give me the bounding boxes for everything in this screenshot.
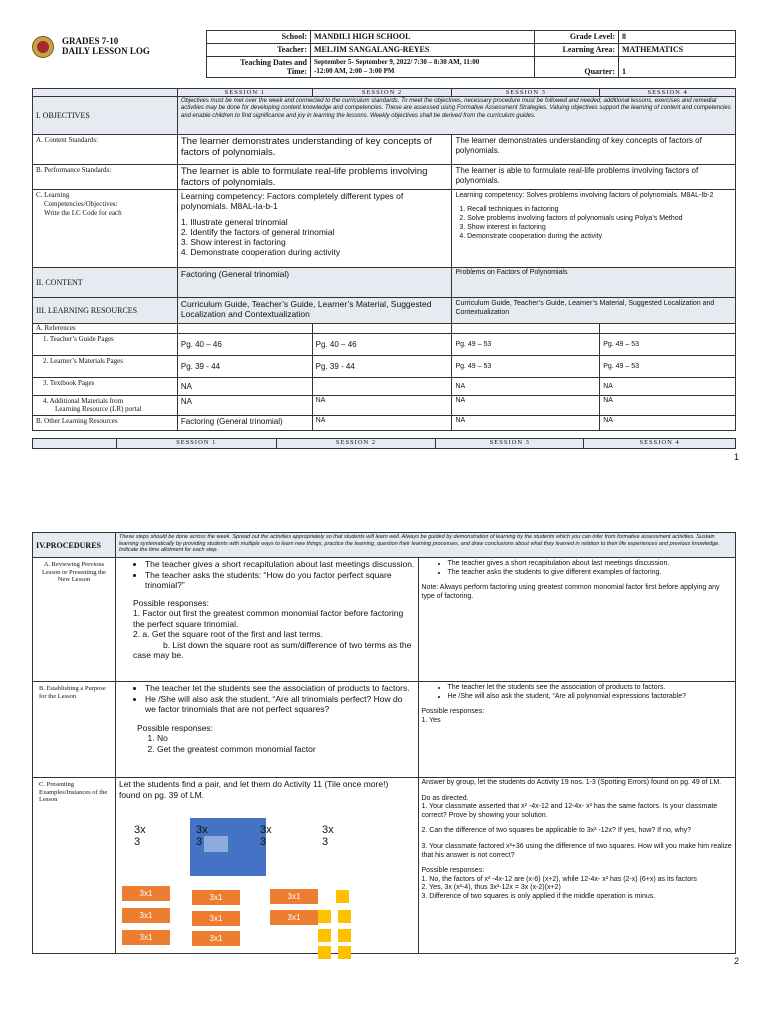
content-standards-label: A. Content Standards: <box>33 135 178 165</box>
tb-s1: NA <box>177 378 312 396</box>
procedures-label: IV.PROCEDURES <box>33 533 116 558</box>
list-item: • He /She will also ask the student, “Are all trinomials perfect? How do we factor trinomials that are not perfect squares? <box>145 694 415 715</box>
unit-tile <box>338 929 351 942</box>
content-label: II. CONTENT <box>33 268 178 298</box>
page-number-1: 1 <box>734 452 740 462</box>
unit-tile <box>338 910 351 923</box>
list-item: 2. Identify the factors of general trinomial <box>180 227 335 237</box>
list-item: • The teacher gives a short recapitulation about last meetings discussion. <box>145 559 415 570</box>
other-s2: NA <box>312 416 452 431</box>
lr-s3: NA <box>452 396 600 416</box>
learning-area-label: Learning Area: <box>535 44 619 57</box>
objectives-label: I. OBJECTIVES <box>33 97 178 135</box>
daily-lesson-log-title: DAILY LESSON LOG <box>62 46 150 56</box>
lesson-plan-table <box>32 88 736 431</box>
performance-standards-s34: The learner is able to formulate real-life problems involving factors of polynomials. <box>452 165 736 190</box>
lm-s1: Pg. 39 - 44 <box>177 356 312 378</box>
procedure-a-label: A. Reviewing Previous Lesson or Presenting the New Lesson <box>33 558 116 682</box>
tb-s3: NA <box>452 378 600 396</box>
list-item: 4. Demonstrate cooperation during the activity <box>455 233 603 240</box>
list-item: • The teacher let the students see the association of products to factors. <box>448 683 733 692</box>
activity-instruction: Let the students find a pair, and let them do Activity 11 (Tile once more!) found on pg. 39 of LM. <box>118 779 389 800</box>
teacher-label: Teacher: <box>207 44 311 57</box>
other-s1: Factoring (General trinomial) <box>177 416 312 431</box>
quarter-value: 1 <box>619 57 736 78</box>
rect-tile: 3x1 <box>122 930 170 945</box>
content-standards-s34: The learner demonstrates understanding of key concepts of factors of polynomials. <box>452 135 736 165</box>
content-standards-s12: The learner demonstrates understanding of key concepts of factors of polynomials. <box>177 135 452 165</box>
competency-s34-title: Learning competency: Solves problems involving factors of polynomials. M8AL-Ib-2 <box>455 192 714 199</box>
list-item: 2. Get the greatest common monomial factor <box>157 744 415 755</box>
tile-label: 3x 3 <box>195 824 208 848</box>
tg-s3: Pg. 49 – 53 <box>452 334 600 356</box>
tb-s4: NA <box>600 378 736 396</box>
algebra-tiles <box>116 818 416 952</box>
tg-s1: Pg. 40 – 46 <box>177 334 312 356</box>
learners-materials-label: 2. Learner’s Materials Pages <box>33 356 178 378</box>
list-item: 1. Recall techniques in factoring <box>455 206 559 213</box>
unit-tile <box>318 946 331 959</box>
list-item: • The teacher asks the students to give different examples of factoring. <box>448 568 733 577</box>
lr-portal-label: 4. Additional Materials from Learning Resource (LR) portal <box>33 396 178 416</box>
tg-s4: Pg. 49 – 53 <box>600 334 736 356</box>
quarter-label: Quarter: <box>535 57 619 78</box>
large-square-tile <box>190 818 266 876</box>
list-item: 1. No <box>157 733 415 744</box>
procedure-b-sessions-3-4: • The teacher let the students see the association of products to factors. • He /She will also ask the student, “Are all polynomial expressions factorable? Possible responses: 1. Yes <box>418 682 736 778</box>
other-s4: NA <box>600 416 736 431</box>
procedures-intro: These steps should be done across the week. Spread out the activities appropriately so that students will learn well. Always be guided by demonstration of learning by the students which you can infer from formative assessment activities. Sustain learning systematically by providing students with multiple ways to learn new things, practice the learning, question their learning processes, and draw conclusions about what they learned in relation to their life experiences and previous knowledge. Indicate the time allotment for each step. <box>115 533 735 558</box>
rect-tile: 3x1 <box>192 911 240 926</box>
page-number-2: 2 <box>734 956 740 966</box>
list-item: • The teacher asks the students: “How do you factor perfect square trinomial?” <box>145 570 415 591</box>
list-item: 2. Solve problems involving factors of polynomials using Polya’s Method <box>455 215 683 222</box>
procedure-c-sessions-1-2 <box>115 778 418 954</box>
competency-s12-title: Learning competency: Factors completely different types of polynomials. M8AL-Ia-b-1 <box>180 191 404 211</box>
list-item: • He /She will also ask the student, “Are all polynomial expressions factorable? <box>448 692 733 701</box>
tile-label: 3x 3 <box>321 824 334 848</box>
grade-level-label: Grade Level: <box>535 31 619 44</box>
rect-tile: 3x1 <box>192 931 240 946</box>
other-s3: NA <box>452 416 600 431</box>
competencies-s12 <box>177 190 452 268</box>
tile-label: 3x 3 <box>133 824 146 848</box>
resources-label: III. LEARNING RESOURCES <box>33 298 178 324</box>
session-1-header: SESSION 1 <box>177 89 312 97</box>
performance-standards-s12: The learner is able to formulate real-life problems involving factors of polynomials. <box>177 165 452 190</box>
session-footer-row: SESSION 1 SESSION 2 SESSION 3 SESSION 4 <box>32 438 736 449</box>
list-item: 3. Show interest in factoring <box>180 237 286 247</box>
session-2-header: SESSION 2 <box>312 89 452 97</box>
dates-value: September 5- September 9, 2022/ 7:30 – 8:30 AM, 11:00 -12:00 AM, 2:00 – 3:00 PM <box>311 57 535 78</box>
rect-tile: 3x1 <box>270 910 318 925</box>
competencies-s34 <box>452 190 736 268</box>
objectives-intro: Objectives must be met over the week and connected to the curriculum standards. To meet the objectives, necessary procedure must be followed and needed, additional lessons, exercises and remedial activities may be done for developing content knowledge and competencies. These are assessed using Formative Assessment Strategies. Valuing objectives support the learning of content and competencies and enable children to find significance and joy in learning the lessons. Weekly objectives shall be derived from the curriculum guides. <box>177 97 735 135</box>
dates-label: Teaching Dates and Time: <box>207 57 311 78</box>
references-label: A. References <box>33 324 178 334</box>
deped-seal <box>32 36 54 58</box>
tg-s2: Pg. 40 – 46 <box>312 334 452 356</box>
procedures-table <box>32 532 736 954</box>
tile-label: 3x 3 <box>259 824 272 848</box>
procedure-b-label: B. Establishing a Purpose for the Lesson <box>33 682 116 778</box>
learning-area-value: MATHEMATICS <box>619 44 736 57</box>
procedure-a-sessions-1-2: • The teacher gives a short recapitulation about last meetings discussion. • The teacher asks the students: “How do you factor perfect square trinomial?” Possible responses: 1. Factor out first the greatest common monomial factor before factoring the perfect square trinomial. 2. a. Get the square root of the first and last terms. b. List down the square root as sum/difference of two terms as the case may be. <box>115 558 418 682</box>
school-label: School: <box>207 31 311 44</box>
lr-s1: NA <box>177 396 312 416</box>
unit-tile <box>318 910 331 923</box>
resources-s12: Curriculum Guide, Teacher’s Guide, Learner’s Material, Suggested Localization and Contextualization <box>177 298 452 324</box>
resources-s34: Curriculum Guide, Teacher’s Guide, Learner’s Material, Suggested Localization and Contextualization <box>452 298 736 324</box>
list-item: • The teacher gives a short recapitulation about last meetings discussion. <box>448 559 733 568</box>
school-value: MANDILI HIGH SCHOOL <box>311 31 535 44</box>
rect-tile: 3x1 <box>122 908 170 923</box>
teachers-guide-label: 1. Teacher’s Guide Pages <box>33 334 178 356</box>
rect-tile: 3x1 <box>192 890 240 905</box>
lm-s2: Pg. 39 - 44 <box>312 356 452 378</box>
textbook-label: 3. Textbook Pages <box>33 378 178 396</box>
procedure-c-label: C. Presenting Examples/Instances of the Lesson <box>33 778 116 954</box>
lm-s4: Pg. 49 – 53 <box>600 356 736 378</box>
log-heading <box>62 36 150 56</box>
lr-s2: NA <box>312 396 452 416</box>
procedure-a-sessions-3-4: • The teacher gives a short recapitulation about last meetings discussion. • The teacher asks the students to give different examples of factoring. Note: Always perform factoring using greatest common monomial factor first before applying any type of factoring. <box>418 558 736 682</box>
session-header-row <box>33 89 736 97</box>
content-s34: Problems on Factors of Polynomials <box>452 268 736 298</box>
list-item: 3. Show interest in factoring <box>455 224 546 231</box>
grade-level-value: 8 <box>619 31 736 44</box>
rect-tile: 3x1 <box>270 889 318 904</box>
procedure-b-sessions-1-2: • The teacher let the students see the association of products to factors. • He /She will also ask the student, “Are all trinomials perfect? How do we factor trinomials that are not perfect squares? Possible responses: 1. No 2. Get the greatest common monomial factor <box>115 682 418 778</box>
content-s12: Factoring (General trinomial) <box>177 268 452 298</box>
grades-title: GRADES 7-10 <box>62 36 119 46</box>
lm-s3: Pg. 49 – 53 <box>452 356 600 378</box>
competencies-label: C. Learning Competencies/Objectives: Write the LC Code for each <box>33 190 178 268</box>
other-resources-label: B. Other Learning Resources <box>33 416 178 431</box>
lr-s4: NA <box>600 396 736 416</box>
unit-tile <box>318 929 331 942</box>
rect-tile: 3x1 <box>122 886 170 901</box>
performance-standards-label: B. Performance Standards: <box>33 165 178 190</box>
list-item: 1. Illustrate general trinomial <box>180 217 288 227</box>
list-item: 4. Demonstrate cooperation during activity <box>180 247 341 257</box>
procedure-c-sessions-3-4: Answer by group, let the students do Activity 19 nos. 1-3 (Spotting Errors) found on pg. 49 of LM. Do as directed. 1. Your classmate asserted that x² -4x-12 and 12-4x- x² has the same factors. Is your classmate correct? Prove by showing your solution. 2. Can the difference of two squares be applicable to 3x² -12x? If yes, how? If no, why? 3. Your classmate factored x²+36 using the difference of two squares. How will you make him realize that his answer is not correct? Possible responses: 1. No, the factors of x² -4x-12 are (x-6) (x+2), while 12-4x- x² has (2-x) (6+x) as its factors 2. Yes, 3x (x²-4), thus 3x²-12x = 3x (x-2)(x+2) 3. Difference of two squares is only applied if the middle operation is minus. <box>418 778 736 954</box>
session-3-header: SESSION 3 <box>452 89 600 97</box>
teacher-value: MELJIM SANGALANG-REYES <box>311 44 535 57</box>
header-info-table <box>206 30 736 78</box>
unit-tile <box>336 890 349 903</box>
tb-s2 <box>312 378 452 396</box>
list-item: • The teacher let the students see the association of products to factors. <box>145 683 415 694</box>
unit-tile <box>338 946 351 959</box>
session-4-header: SESSION 4 <box>600 89 736 97</box>
